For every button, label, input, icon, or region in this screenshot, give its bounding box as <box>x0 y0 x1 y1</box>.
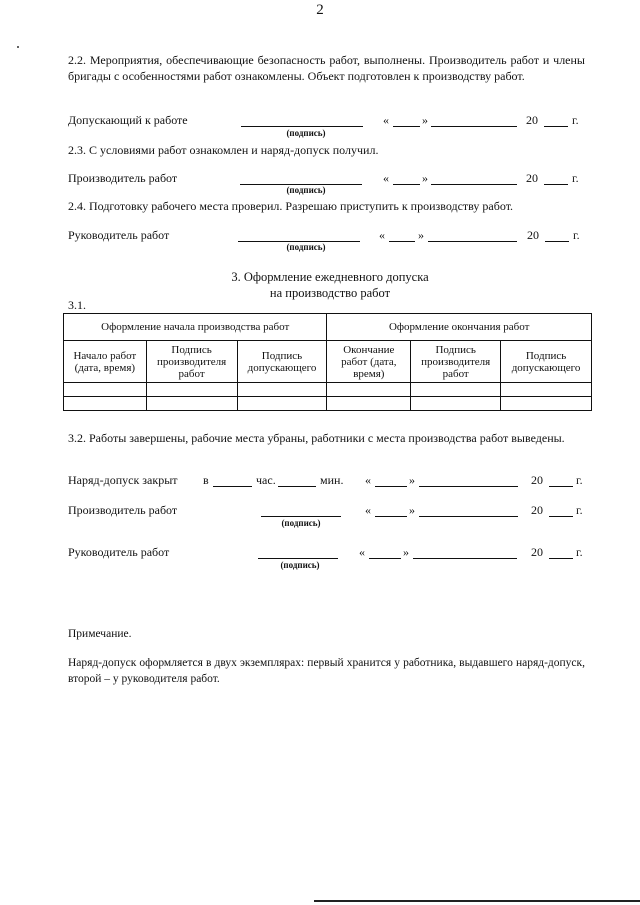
manager-label: Руководитель работ <box>68 228 170 242</box>
minutes-word: мин. <box>320 473 344 487</box>
quote-close: » <box>422 113 428 127</box>
scan-edge <box>314 900 640 902</box>
month-line[interactable] <box>413 558 517 559</box>
signature-caption: (подпись) <box>286 185 326 195</box>
day-line[interactable] <box>389 241 415 242</box>
note-text: Наряд-допуск оформляется в двух экземплярах: первый хранится у работника, выдавшего наряд-допуск, второй – у руководителя работ. <box>68 657 585 685</box>
day-line[interactable] <box>375 516 407 517</box>
table-cell[interactable] <box>64 383 147 397</box>
year-suffix: г. <box>576 545 583 559</box>
table-header-cell: Подпись допускающего <box>501 341 592 383</box>
note-title: Примечание. <box>68 628 132 640</box>
month-line[interactable] <box>419 516 518 517</box>
year-line[interactable] <box>545 241 569 242</box>
table-cell[interactable] <box>501 397 592 411</box>
closed-label: Наряд-допуск закрыт <box>68 473 178 487</box>
year-suffix: г. <box>572 113 579 127</box>
month-line[interactable] <box>431 184 517 185</box>
signature-line[interactable] <box>258 558 338 559</box>
day-line[interactable] <box>393 184 420 185</box>
table-header-cell: Подпись производителя работ <box>411 341 501 383</box>
year-line[interactable] <box>544 126 568 127</box>
daily-admission-table <box>63 313 592 411</box>
section-3-title <box>180 269 480 301</box>
manager-label-2: Руководитель работ <box>68 545 170 559</box>
year-prefix: 20 <box>531 545 543 559</box>
section-3-1-label: 3.1. <box>68 298 86 312</box>
quote-open: « <box>379 228 385 242</box>
section-3-2-text: 3.2. Работы завершены, рабочие места убраны, работники с места производства работ выведены. <box>68 431 565 445</box>
table-cell[interactable] <box>146 397 237 411</box>
year-prefix: 20 <box>526 113 538 127</box>
page-number: 2 <box>316 2 324 18</box>
signature-caption: (подпись) <box>286 128 326 138</box>
month-line[interactable] <box>431 126 517 127</box>
month-line[interactable] <box>428 241 517 242</box>
signature-caption: (подпись) <box>286 242 326 252</box>
producer-label-2: Производитель работ <box>68 503 178 517</box>
table-group-start: Оформление начала производства работ <box>64 314 327 341</box>
table-cell[interactable] <box>146 383 237 397</box>
year-line[interactable] <box>549 516 573 517</box>
year-line[interactable] <box>544 184 568 185</box>
minutes-line[interactable] <box>278 486 316 487</box>
year-prefix: 20 <box>531 473 543 487</box>
month-line[interactable] <box>419 486 518 487</box>
day-line[interactable] <box>369 558 401 559</box>
year-prefix: 20 <box>531 503 543 517</box>
quote-open: « <box>365 503 371 517</box>
quote-open: « <box>383 113 389 127</box>
table-group-end: Оформление окончания работ <box>327 314 592 341</box>
section-2-4-text: 2.4. Подготовку рабочего места проверил. Разрешаю приступить к производству работ. <box>68 199 514 213</box>
quote-close: » <box>422 171 428 185</box>
table-cell[interactable] <box>237 383 327 397</box>
table-cell[interactable] <box>327 383 411 397</box>
table-row <box>64 397 592 411</box>
table-header-cell: Подпись допускающего <box>237 341 327 383</box>
year-line[interactable] <box>549 486 573 487</box>
table-cell[interactable] <box>411 383 501 397</box>
hours-word: час. <box>256 473 276 487</box>
table-header-cell: Начало работ (дата, время) <box>64 341 147 383</box>
year-suffix: г. <box>576 473 583 487</box>
quote-close: » <box>409 503 415 517</box>
quote-open: « <box>359 545 365 559</box>
year-prefix: 20 <box>527 228 539 242</box>
hours-line[interactable] <box>213 486 252 487</box>
quote-open: « <box>383 171 389 185</box>
section-2-2-text: 2.2. Мероприятия, обеспечивающие безопасность работ, выполнены. Производитель работ и члены бригады с особенностями работ ознакомлены. Объект подготовлен к производству работ. <box>68 53 585 83</box>
quote-close: » <box>409 473 415 487</box>
year-suffix: г. <box>573 228 580 242</box>
table-cell[interactable] <box>501 383 592 397</box>
admitter-label: Допускающий к работе <box>68 113 188 127</box>
section-2-3-text: 2.3. С условиями работ ознакомлен и наряд-допуск получил. <box>68 143 379 157</box>
year-line[interactable] <box>549 558 573 559</box>
producer-label: Производитель работ <box>68 171 178 185</box>
quote-close: » <box>418 228 424 242</box>
section-3-title-line2: на производство работ <box>269 286 391 300</box>
quote-open: « <box>365 473 371 487</box>
signature-caption: (подпись) <box>280 560 320 570</box>
signature-line[interactable] <box>241 126 363 127</box>
table-cell[interactable] <box>327 397 411 411</box>
table-cell[interactable] <box>237 397 327 411</box>
table-cell[interactable] <box>411 397 501 411</box>
in-word: в <box>203 473 209 487</box>
table-header-cell: Подпись производителя работ <box>146 341 237 383</box>
day-line[interactable] <box>393 126 420 127</box>
table-row <box>64 383 592 397</box>
year-suffix: г. <box>572 171 579 185</box>
day-line[interactable] <box>375 486 407 487</box>
signature-caption: (подпись) <box>281 518 321 528</box>
scan-dot <box>17 46 19 48</box>
year-suffix: г. <box>576 503 583 517</box>
section-3-title-line1: 3. Оформление ежедневного допуска <box>231 270 429 284</box>
quote-close: » <box>403 545 409 559</box>
signature-line[interactable] <box>261 516 341 517</box>
table-header-cell: Окончание работ (дата, время) <box>327 341 411 383</box>
year-prefix: 20 <box>526 171 538 185</box>
table-cell[interactable] <box>64 397 147 411</box>
